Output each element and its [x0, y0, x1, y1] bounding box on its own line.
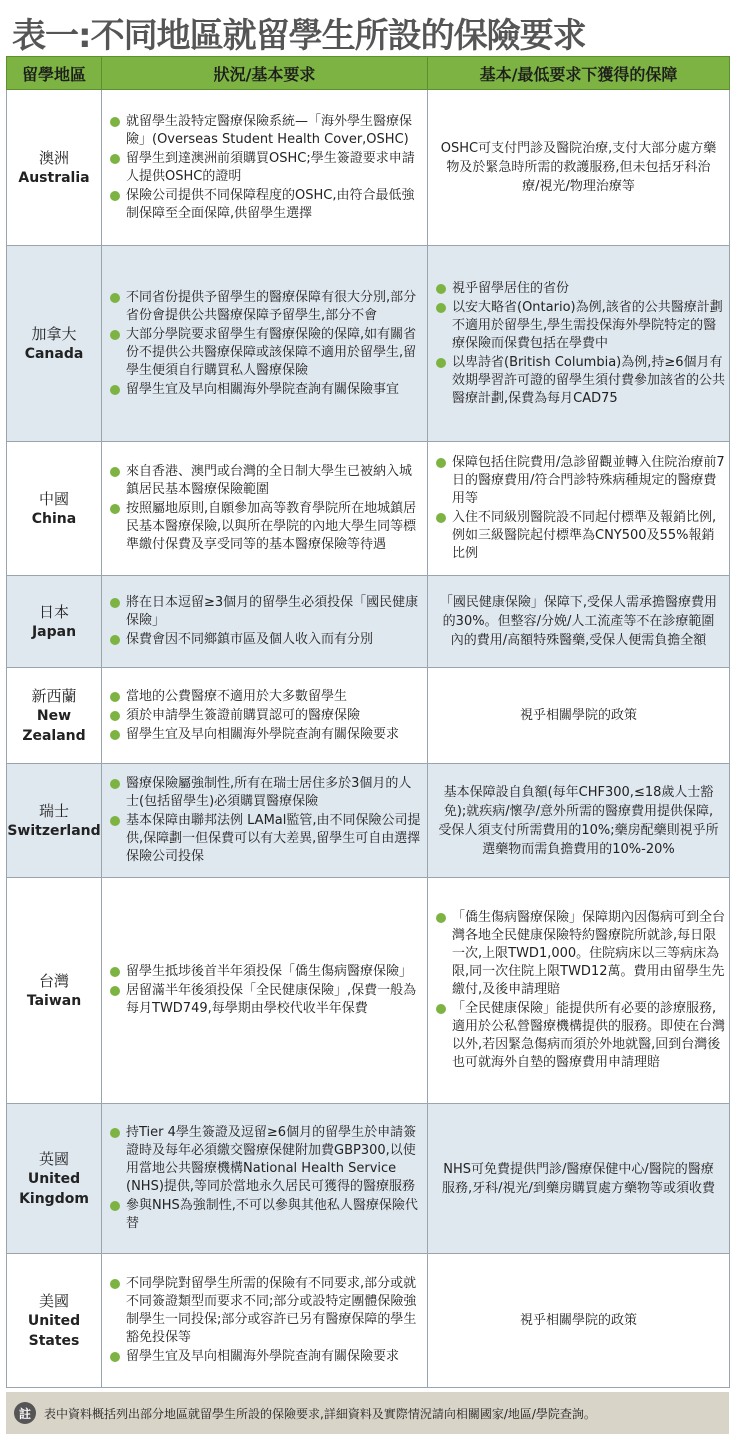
header-requirements: 狀況/基本要求 — [102, 57, 428, 90]
coverage-text: OSHC可支付門診及醫院治療,支付大部分處方藥物及於緊急時所需的救護服務,但未包括牙科治療/視光/物理治療等 — [440, 141, 717, 194]
list-item: 不同省份提供予留學生的醫療保障有很大分別,部分省份會提供公共醫療保障予留學生,部分不會 — [108, 289, 423, 325]
list-item: 留學生宜及早向相關海外學院查詢有關保險要求 — [108, 726, 423, 744]
region-cell — [7, 576, 102, 668]
footnote — [6, 1392, 729, 1434]
requirements-cell — [102, 442, 428, 576]
requirements-cell — [102, 576, 428, 668]
list-item: 基本保障由聯邦法例 LAMal監管,由不同保險公司提供,保障劃一但保費可以有大差異,留學生可自由選擇保險公司投保 — [108, 812, 423, 866]
region-cell — [7, 764, 102, 878]
region-en: Switzerland — [7, 822, 101, 839]
list-item: 就留學生設特定醫療保險系統—「海外學生醫療保險」(Overseas Student Health Cover,OSHC) — [108, 113, 423, 149]
table-row — [7, 90, 730, 246]
list-item: 保費會因不同鄉鎮市區及個人收入而有分別 — [108, 631, 423, 649]
region-zh: 瑞士 — [38, 801, 69, 820]
list-item: 「全民健康保險」能提供所有必要的診療服務,適用於公私營醫療機構提供的服務。即使在台灣以外,若因緊急傷病而須於外地就醫,回到台灣後也可就海外自墊的醫療費用申請理賠 — [434, 1000, 725, 1072]
requirements-cell — [102, 668, 428, 764]
region-cell — [7, 246, 102, 442]
coverage-cell — [428, 1104, 730, 1254]
region-zh: 中國 — [38, 489, 69, 508]
list-item: 以卑詩省(British Columbia)為例,持≥6個月有效期學習許可證的留學生須付費參加該省的公共醫療計劃,保費為每月CAD75 — [434, 354, 725, 408]
region-zh: 美國 — [38, 1291, 69, 1310]
region-cell — [7, 90, 102, 246]
requirements-cell — [102, 246, 428, 442]
region-en: New Zealand — [22, 707, 86, 744]
list-item: 入住不同級別醫院設不同起付標準及報銷比例,例如三級醫院起付標準為CNY500及55%報銷比例 — [434, 509, 725, 563]
list-item: 留學生抵埗後首半年須投保「僑生傷病醫療保險」 — [108, 963, 423, 981]
coverage-cell — [428, 764, 730, 878]
region-cell — [7, 1104, 102, 1254]
list-item: 「僑生傷病醫療保險」保障期內因傷病可到全台灣各地全民健康保險特約醫療院所就診,每日限一次,上限TWD1,000。住院病床以三等病床為限,同一次住院上限TWD12萬。費用由留學生先繳付,及後申請理賠 — [434, 909, 725, 999]
list-item: 以安大略省(Ontario)為例,該省的公共醫療計劃不適用於留學生,學生需投保海外學院特定的醫療保險而保費包括在學費中 — [434, 299, 725, 353]
region-zh: 新西蘭 — [31, 686, 77, 705]
table-row — [7, 442, 730, 576]
region-en: Japan — [31, 623, 77, 640]
coverage-text: 「國民健康保險」保障下,受保人需承擔醫療費用的30%。但整容/分娩/人工流產等不在診療範圍內的費用/高額特殊醫藥,受保人便需負擔全額 — [439, 595, 718, 648]
list-item: 按照屬地原則,自願參加高等教育學院所在地城鎮居民基本醫療保險,以與所在學院的內地大學生同等標準繳付保費及享受同等的基本醫療保險等待遇 — [108, 500, 423, 554]
coverage-cell — [428, 90, 730, 246]
list-item: 留學生到達澳洲前須購買OSHC;學生簽證要求申請人提供OSHC的證明 — [108, 150, 423, 186]
coverage-text: 基本保障設自負額(每年CHF300,≤18歲人士豁免);就疾病/懷孕/意外所需的醫療費用提供保障,受保人須支付所需費用的10%;藥房配藥則視乎所選藥物而需負擔費用的10%-20% — [438, 784, 719, 857]
requirements-cell — [102, 878, 428, 1104]
header-coverage: 基本/最低要求下獲得的保障 — [428, 57, 730, 90]
table-row — [7, 1254, 730, 1388]
list-item: 大部分學院要求留學生有醫療保險的保障,如有關省份不提供公共醫療保障或該保障不適用於留學生,留學生便須自行購買私人醫療保險 — [108, 326, 423, 380]
region-en: United Kingdom — [19, 1170, 89, 1207]
list-item: 醫療保險屬強制性,所有在瑞士居住多於3個月的人士(包括留學生)必須購買醫療保險 — [108, 775, 423, 811]
region-zh: 澳洲 — [38, 148, 69, 167]
requirements-cell — [102, 90, 428, 246]
list-item: 參與NHS為強制性,不可以參與其他私人醫療保險代替 — [108, 1197, 423, 1233]
insurance-table — [6, 56, 730, 1388]
list-item: 保險公司提供不同保障程度的OSHC,由符合最低強制保障至全面保障,供留學生選擇 — [108, 187, 423, 223]
region-cell — [7, 878, 102, 1104]
list-item: 保障包括住院費用/急診留觀並轉入住院治療前7日的醫療費用/符合門診特殊病種規定的醫療費用等 — [434, 454, 725, 508]
table-row — [7, 878, 730, 1104]
requirements-cell — [102, 1254, 428, 1388]
table-row — [7, 1104, 730, 1254]
coverage-text: 視乎相關學院的政策 — [519, 708, 637, 723]
list-item: 將在日本逗留≥3個月的留學生必須投保「國民健康保險」 — [108, 594, 423, 630]
coverage-cell — [428, 668, 730, 764]
list-item: 居留滿半年後須投保「全民健康保險」,保費一般為每月TWD749,每學期由學校代收半年保費 — [108, 982, 423, 1018]
coverage-cell — [428, 442, 730, 576]
footnote-text: 表中資料概括列出部分地區就留學生所設的保險要求,詳細資料及實際情況請向相關國家/地區/學院查詢。 — [44, 1406, 596, 1421]
region-en: Taiwan — [26, 992, 82, 1009]
region-zh: 台灣 — [38, 971, 69, 990]
list-item: 須於申請學生簽證前購買認可的醫療保險 — [108, 707, 423, 725]
list-item: 留學生宜及早向相關海外學院查詢有關保險要求 — [108, 1348, 423, 1366]
list-item: 視乎留學居住的省份 — [434, 280, 725, 298]
table-row — [7, 668, 730, 764]
coverage-cell — [428, 1254, 730, 1388]
region-zh: 日本 — [38, 602, 69, 621]
region-cell — [7, 1254, 102, 1388]
requirements-cell — [102, 1104, 428, 1254]
list-item: 持Tier 4學生簽證及逗留≥6個月的留學生於申請簽證時及每年必須繳交醫療保健附加費GBP300,以使用當地公共醫療機構National Health Service (NHS)提供,等同於當地永久居民可獲得的醫療服務 — [108, 1124, 423, 1196]
coverage-cell — [428, 576, 730, 668]
table-header-row — [7, 57, 730, 90]
coverage-cell — [428, 246, 730, 442]
list-item: 當地的公費醫療不適用於大多數留學生 — [108, 688, 423, 706]
coverage-cell — [428, 878, 730, 1104]
list-item: 不同學院對留學生所需的保險有不同要求,部分或就不同簽證類型而要求不同;部分或設特定團體保險強制學生一同投保;部分或容許已另有醫療保障的學生豁免投保等 — [108, 1275, 423, 1347]
coverage-text: 視乎相關學院的政策 — [519, 1313, 637, 1328]
table-row — [7, 576, 730, 668]
table-row — [7, 246, 730, 442]
page-title: 表一:不同地區就留學生所設的保險要求 — [12, 16, 586, 56]
note-icon: 註 — [14, 1402, 36, 1424]
region-cell — [7, 668, 102, 764]
header-region: 留學地區 — [7, 57, 102, 90]
table-row — [7, 764, 730, 878]
list-item: 來自香港、澳門或台灣的全日制大學生已被納入城鎮居民基本醫療保險範圍 — [108, 463, 423, 499]
region-cell — [7, 442, 102, 576]
region-en: United States — [27, 1312, 81, 1349]
coverage-text: NHS可免費提供門診/醫療保健中心/醫院的醫療服務,牙科/視光/到藥房購買處方藥物等或須收費 — [442, 1161, 715, 1196]
region-zh: 英國 — [38, 1149, 69, 1168]
requirements-cell — [102, 764, 428, 878]
list-item: 留學生宜及早向相關海外學院查詢有關保險事宜 — [108, 381, 423, 399]
region-en: China — [31, 510, 77, 527]
region-en: Canada — [24, 345, 84, 362]
region-zh: 加拿大 — [31, 324, 77, 343]
region-en: Australia — [18, 169, 90, 186]
